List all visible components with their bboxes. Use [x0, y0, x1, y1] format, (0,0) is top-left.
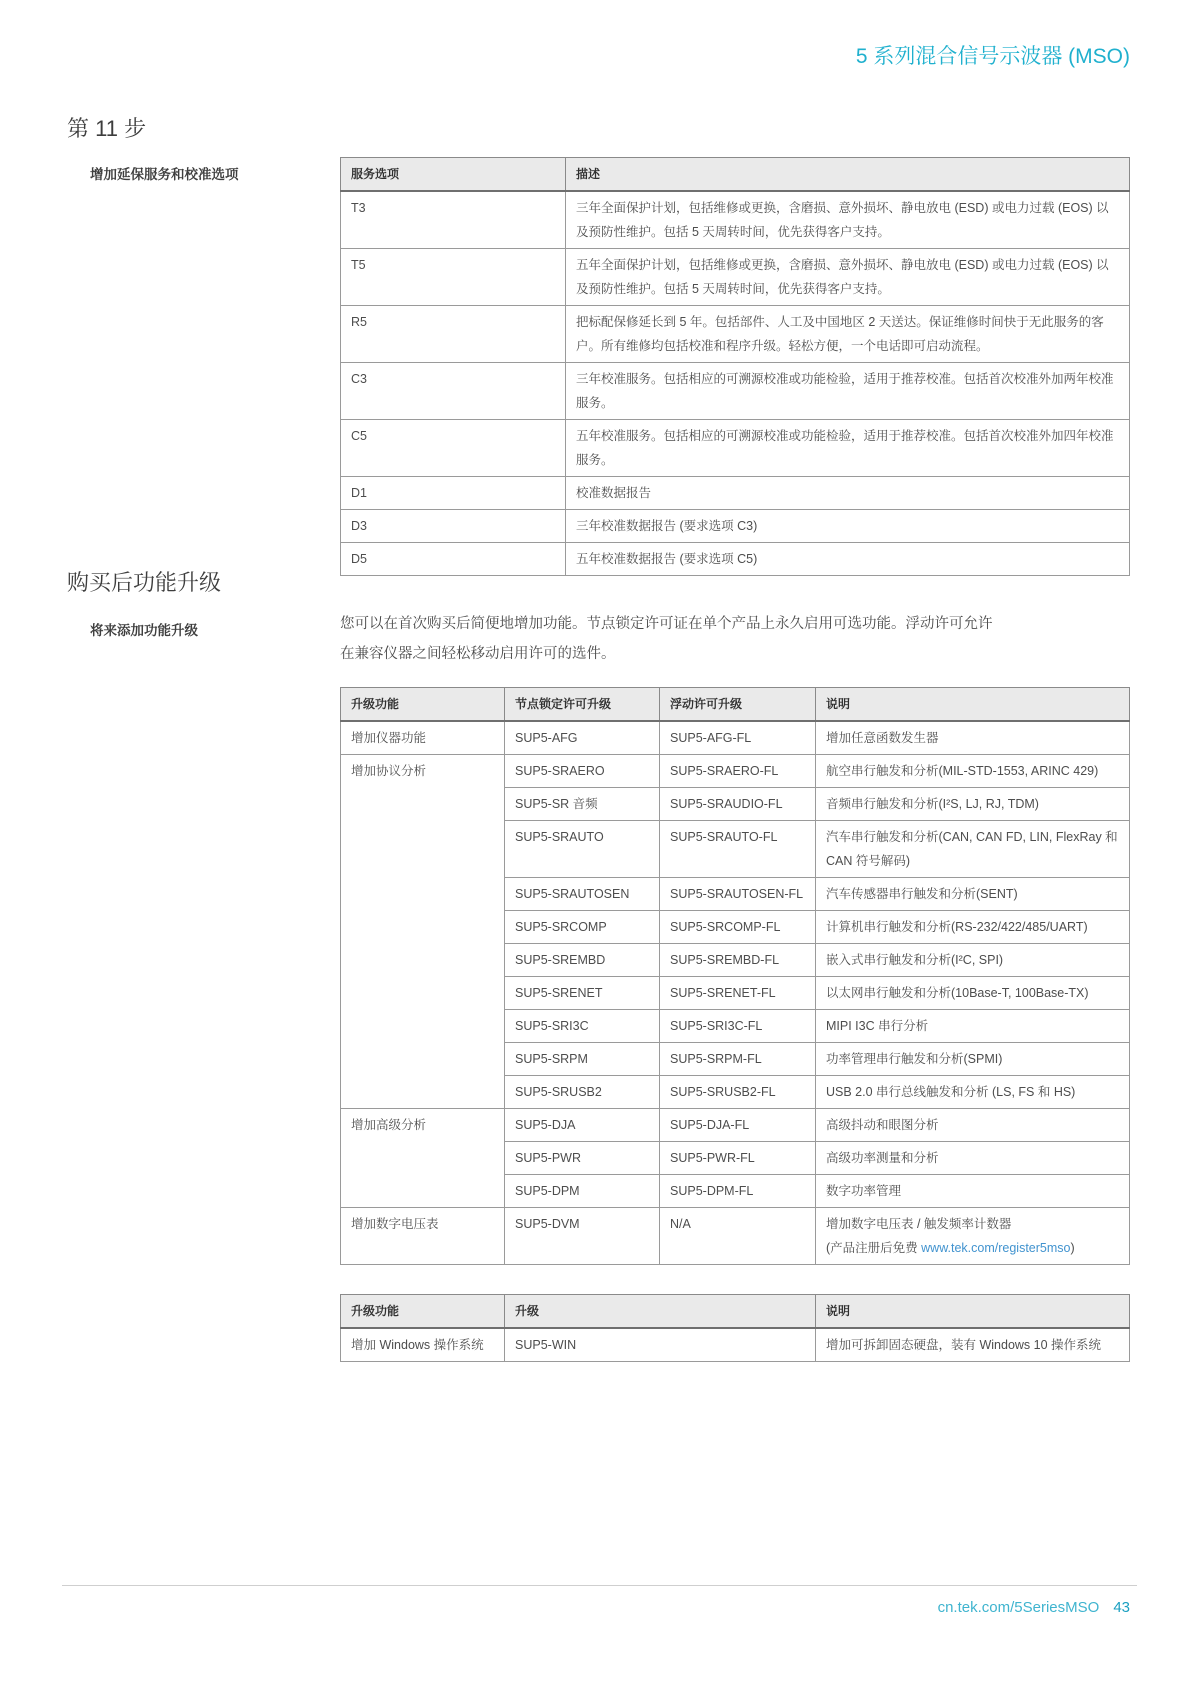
node-locked-license-cell: SUP5-SREMBD: [505, 944, 660, 977]
upgrade-description-cell: [816, 977, 1130, 1010]
service-options-table: [340, 157, 1130, 576]
upgrade-feature-cell: 增加高级分析: [341, 1109, 505, 1208]
upgrade-description-cell: [816, 1142, 1130, 1175]
floating-license-cell: SUP5-DPM-FL: [660, 1175, 816, 1208]
registration-note-text: (产品注册后免费: [826, 1241, 922, 1255]
node-locked-license-cell: SUP5-SRENET: [505, 977, 660, 1010]
table-row: [341, 1109, 1130, 1142]
floating-license-cell: SUP5-SRCOMP-FL: [660, 911, 816, 944]
node-locked-license-cell: SUP5-SRAERO: [505, 755, 660, 788]
future-upgrades-label: 将来添加功能升级: [90, 623, 198, 638]
column-header-description: 说明: [816, 688, 1130, 722]
upgrade-description-cell: [816, 821, 1130, 878]
node-locked-license-cell: SUP5-DPM: [505, 1175, 660, 1208]
description-text: 高级功率测量和分析: [826, 1151, 939, 1165]
floating-license-cell: SUP5-AFG-FL: [660, 721, 816, 755]
feature-upgrade-table: [340, 687, 1130, 1265]
step-heading: 第 11 步: [67, 116, 147, 141]
description-text: USB 2.0 串行总线触发和分析 (LS, FS 和 HS): [826, 1085, 1076, 1099]
intro-line: 您可以在首次购买后简便地增加功能。节点锁定许可证在单个产品上永久启用可选功能。浮动许可允许: [340, 616, 993, 632]
floating-license-cell: SUP5-SRAERO-FL: [660, 755, 816, 788]
table-row: [341, 510, 1130, 543]
description-text: 汽车串行触发和分析(CAN, CAN FD, LIN, FlexRay 和 CAN 符号解码): [826, 830, 1118, 868]
node-locked-license-cell: SUP5-DVM: [505, 1208, 660, 1265]
service-option-cell: D5: [341, 543, 566, 576]
upgrade-description-cell: [816, 944, 1130, 977]
node-locked-license-cell: SUP5-SR 音频: [505, 788, 660, 821]
description-text: 以太网串行触发和分析(10Base-T, 100Base-TX): [826, 986, 1089, 1000]
floating-license-cell: SUP5-SRI3C-FL: [660, 1010, 816, 1043]
node-locked-license-cell: SUP5-PWR: [505, 1142, 660, 1175]
node-locked-license-cell: SUP5-SRAUTO: [505, 821, 660, 878]
footer-url-link[interactable]: cn.tek.com/5SeriesMSO: [937, 1599, 1100, 1616]
upgrade-description-cell: [816, 1043, 1130, 1076]
floating-license-cell: SUP5-PWR-FL: [660, 1142, 816, 1175]
service-description-cell: 三年全面保护计划，包括维修或更换，含磨损、意外损坏、静电放电 (ESD) 或电力过载 (EOS) 以及预防性维护。包括 5 天周转时间，优先获得客户支持。: [566, 191, 1130, 249]
upgrade-description-cell: [816, 878, 1130, 911]
upgrade-description-cell: [816, 1175, 1130, 1208]
floating-license-cell: SUP5-SRAUDIO-FL: [660, 788, 816, 821]
register-url-link[interactable]: www.tek.com/register5mso: [921, 1241, 1071, 1255]
table-header-row: [341, 688, 1130, 722]
registration-note-text: ): [1070, 1241, 1075, 1255]
page-footer: [938, 1599, 1130, 1616]
table-row: [341, 543, 1130, 576]
table-header-row: [341, 1295, 1130, 1329]
description-text: 增加数字电压表 / 触发频率计数器: [826, 1217, 1012, 1231]
column-header-description: 描述: [566, 158, 1130, 192]
upgrade-description-cell: [816, 788, 1130, 821]
service-description-cell: 校准数据报告: [566, 477, 1130, 510]
intro-line: 在兼容仪器之间轻松移动启用许可的选件。: [340, 646, 616, 662]
service-option-cell: D3: [341, 510, 566, 543]
floating-license-cell: SUP5-SRENET-FL: [660, 977, 816, 1010]
table-row: [341, 420, 1130, 477]
description-registration-note: [826, 1236, 1119, 1260]
upgrade-feature-cell: 增加 Windows 操作系统: [341, 1328, 505, 1362]
service-options-label: 增加延保服务和校准选项: [90, 167, 239, 182]
node-locked-license-cell: SUP5-SRAUTOSEN: [505, 878, 660, 911]
upgrade-description-cell: [816, 755, 1130, 788]
service-option-cell: C3: [341, 363, 566, 420]
table-row: [341, 306, 1130, 363]
node-locked-license-cell: SUP5-AFG: [505, 721, 660, 755]
page-number: 43: [1113, 1599, 1130, 1616]
description-text: 计算机串行触发和分析(RS-232/422/485/UART): [826, 920, 1088, 934]
column-header-upgrade-feature: 升级功能: [341, 688, 505, 722]
description-text: 高级抖动和眼图分析: [826, 1118, 939, 1132]
upgrade-feature-cell: 增加协议分析: [341, 755, 505, 1109]
description-text: 航空串行触发和分析(MIL-STD-1553, ARINC 429): [826, 764, 1099, 778]
description-text: 嵌入式串行触发和分析(I²C, SPI): [826, 953, 1004, 967]
service-option-cell: T5: [341, 249, 566, 306]
upgrade-intro-paragraph: [340, 609, 1130, 669]
upgrade-description-cell: [816, 1076, 1130, 1109]
column-header-description: 说明: [816, 1295, 1130, 1329]
floating-license-cell: N/A: [660, 1208, 816, 1265]
floating-license-cell: SUP5-SRAUTO-FL: [660, 821, 816, 878]
table-row: [341, 363, 1130, 420]
service-option-cell: C5: [341, 420, 566, 477]
service-description-cell: 五年校准数据报告 (要求选项 C5): [566, 543, 1130, 576]
upgrade-description-cell: [816, 1208, 1130, 1265]
table-row: [341, 1208, 1130, 1265]
service-description-cell: 把标配保修延长到 5 年。包括部件、人工及中国地区 2 天送达。保证维修时间快于无此服务的客户。所有维修均包括校准和程序升级。轻松方便，一个电话即可启动流程。: [566, 306, 1130, 363]
upgrade-description-cell: [816, 1010, 1130, 1043]
service-description-cell: 三年校准服务。包括相应的可溯源校准或功能检验，适用于推荐校准。包括首次校准外加两年校准服务。: [566, 363, 1130, 420]
table-row: [341, 191, 1130, 249]
description-text: 功率管理串行触发和分析(SPMI): [826, 1052, 1003, 1066]
floating-license-cell: SUP5-SRPM-FL: [660, 1043, 816, 1076]
upgrade-code-cell: SUP5-WIN: [505, 1328, 816, 1362]
description-text: 音频串行触发和分析(I²S, LJ, RJ, TDM): [826, 797, 1039, 811]
service-description-cell: 五年校准服务。包括相应的可溯源校准或功能检验，适用于推荐校准。包括首次校准外加四年校准服务。: [566, 420, 1130, 477]
table-header-row: [341, 158, 1130, 192]
node-locked-license-cell: SUP5-DJA: [505, 1109, 660, 1142]
column-header-floating-license: 浮动许可升级: [660, 688, 816, 722]
node-locked-license-cell: SUP5-SRUSB2: [505, 1076, 660, 1109]
service-option-cell: R5: [341, 306, 566, 363]
service-option-cell: T3: [341, 191, 566, 249]
table-row: [341, 1328, 1130, 1362]
column-header-node-locked-license: 节点锁定许可升级: [505, 688, 660, 722]
description-text: MIPI I3C 串行分析: [826, 1019, 929, 1033]
description-text: 数字功率管理: [826, 1184, 902, 1198]
node-locked-license-cell: SUP5-SRI3C: [505, 1010, 660, 1043]
os-upgrade-table: [340, 1294, 1130, 1362]
upgrade-description-cell: [816, 911, 1130, 944]
table-row: [341, 721, 1130, 755]
upgrade-description-cell: [816, 721, 1130, 755]
table-row: [341, 477, 1130, 510]
floating-license-cell: SUP5-SREMBD-FL: [660, 944, 816, 977]
node-locked-license-cell: SUP5-SRPM: [505, 1043, 660, 1076]
column-header-upgrade-feature: 升级功能: [341, 1295, 505, 1329]
service-option-cell: D1: [341, 477, 566, 510]
node-locked-license-cell: SUP5-SRCOMP: [505, 911, 660, 944]
upgrade-feature-cell: 增加仪器功能: [341, 721, 505, 755]
floating-license-cell: SUP5-SRUSB2-FL: [660, 1076, 816, 1109]
description-text: 增加任意函数发生器: [826, 731, 939, 745]
upgrade-description-cell: 增加可拆卸固态硬盘，装有 Windows 10 操作系统: [816, 1328, 1130, 1362]
upgrade-feature-cell: 增加数字电压表: [341, 1208, 505, 1265]
column-header-upgrade: 升级: [505, 1295, 816, 1329]
floating-license-cell: SUP5-DJA-FL: [660, 1109, 816, 1142]
service-description-cell: 五年全面保护计划，包括维修或更换，含磨损、意外损坏、静电放电 (ESD) 或电力过载 (EOS) 以及预防性维护。包括 5 天周转时间，优先获得客户支持。: [566, 249, 1130, 306]
description-text: 汽车传感器串行触发和分析(SENT): [826, 887, 1018, 901]
footer-divider: [62, 1585, 1137, 1586]
column-header-service-option: 服务选项: [341, 158, 566, 192]
table-row: [341, 755, 1130, 788]
upgrade-description-cell: [816, 1109, 1130, 1142]
service-description-cell: 三年校准数据报告 (要求选项 C3): [566, 510, 1130, 543]
floating-license-cell: SUP5-SRAUTOSEN-FL: [660, 878, 816, 911]
table-row: [341, 249, 1130, 306]
upgrade-section-heading: 购买后功能升级: [67, 570, 222, 595]
page-title: 5 系列混合信号示波器 (MSO): [855, 45, 1130, 68]
